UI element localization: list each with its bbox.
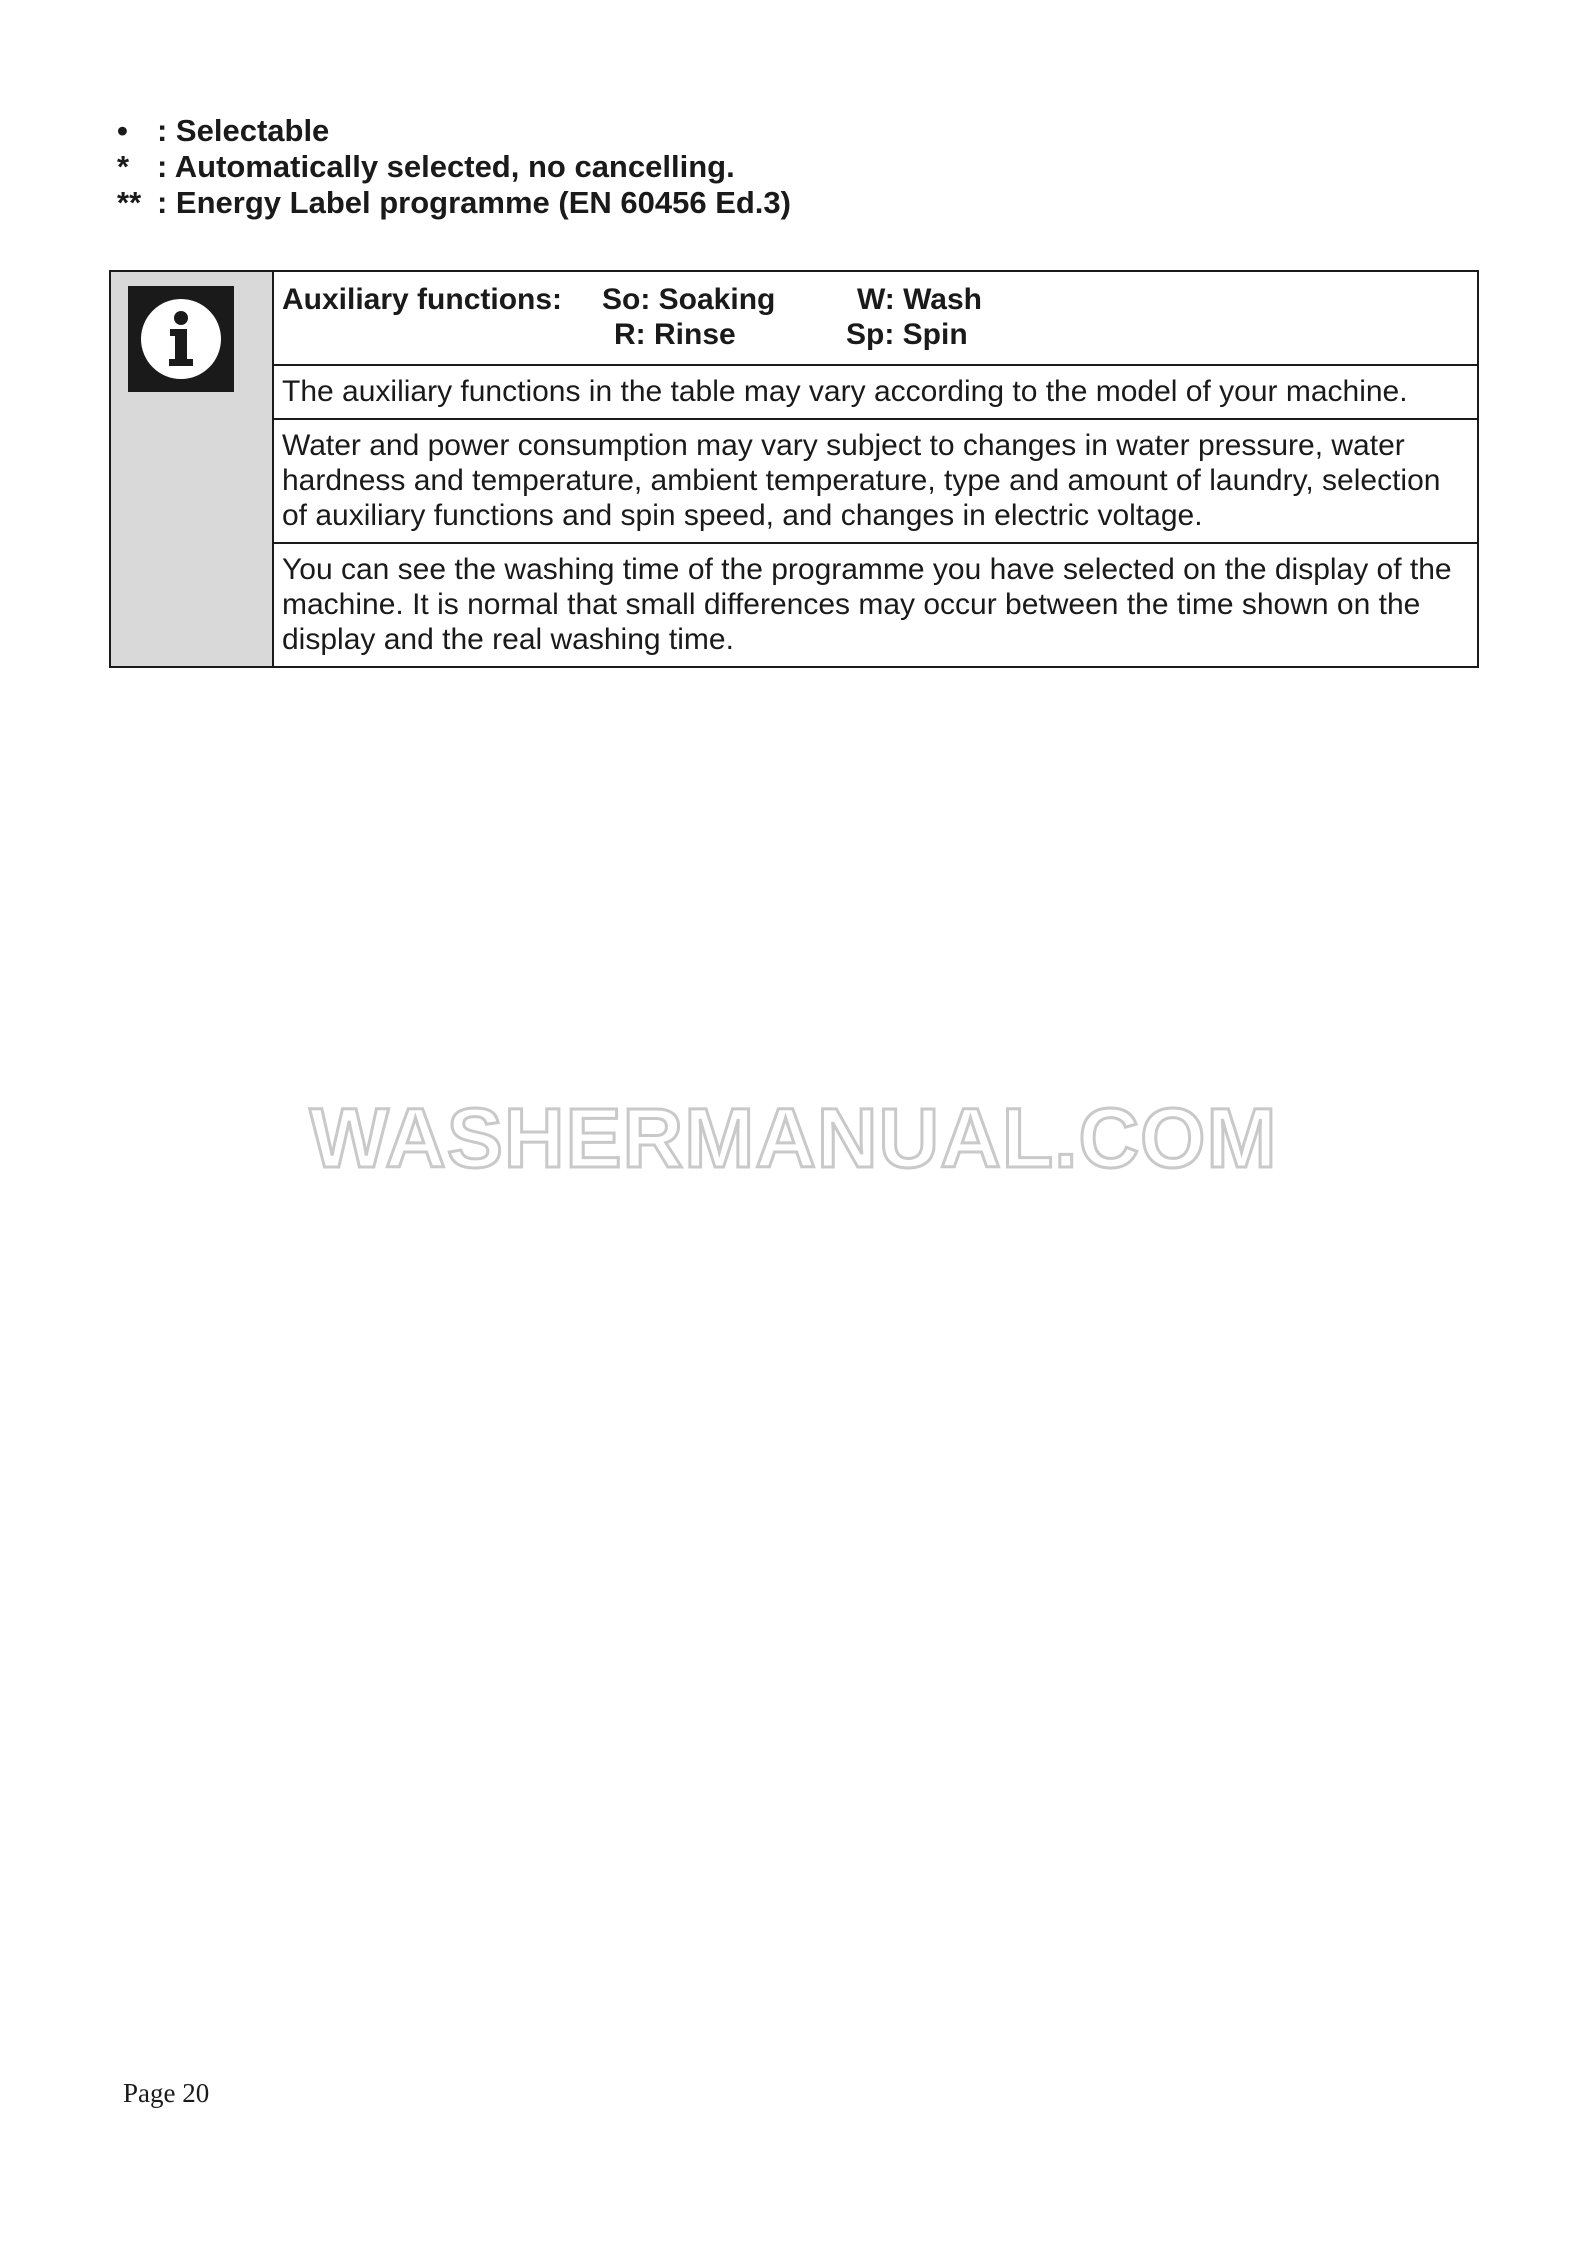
info-icon [128,286,234,392]
watermark: WASHERMANUAL.COM [309,1091,1278,1185]
legend-symbol: • [117,113,128,148]
note-washing-time: You can see the washing time of the programme you have selected on the display of the machine. It is normal that small differences may occur between the time shown on the display and the real washing time. [273,543,1478,667]
auxiliary-functions-heading [273,271,1478,365]
symbol-legend [117,113,791,221]
legend-text: : Energy Label programme (EN 60456 Ed.3) [157,185,791,220]
note-model-variation: The auxiliary functions in the table may vary according to the model of your machine. [273,365,1478,419]
legend-symbol: ** [117,185,142,220]
auxiliary-functions-label: Auxiliary functions: [282,283,563,316]
legend-text: : Automatically selected, no cancelling. [157,149,735,184]
info-box [109,270,1479,668]
aux-soaking: So: Soaking [602,283,776,316]
aux-spin: Sp: Spin [846,318,968,351]
legend-item-automatic [117,149,791,185]
aux-wash: W: Wash [857,283,982,316]
legend-item-selectable [117,113,791,149]
aux-rinse: R: Rinse [614,318,736,351]
legend-symbol: * [117,149,130,184]
page-number: Page 20 [123,2078,210,2108]
legend-item-energy-label [117,185,791,221]
legend-text: : Selectable [157,113,330,148]
info-icon-cell [110,271,273,667]
note-consumption: Water and power consumption may vary subject to changes in water pressure, water hardness and temperature, ambient temperature, type and amount of laundry, selection of auxiliary functions and spin speed, and changes in electric voltage. [273,419,1478,543]
